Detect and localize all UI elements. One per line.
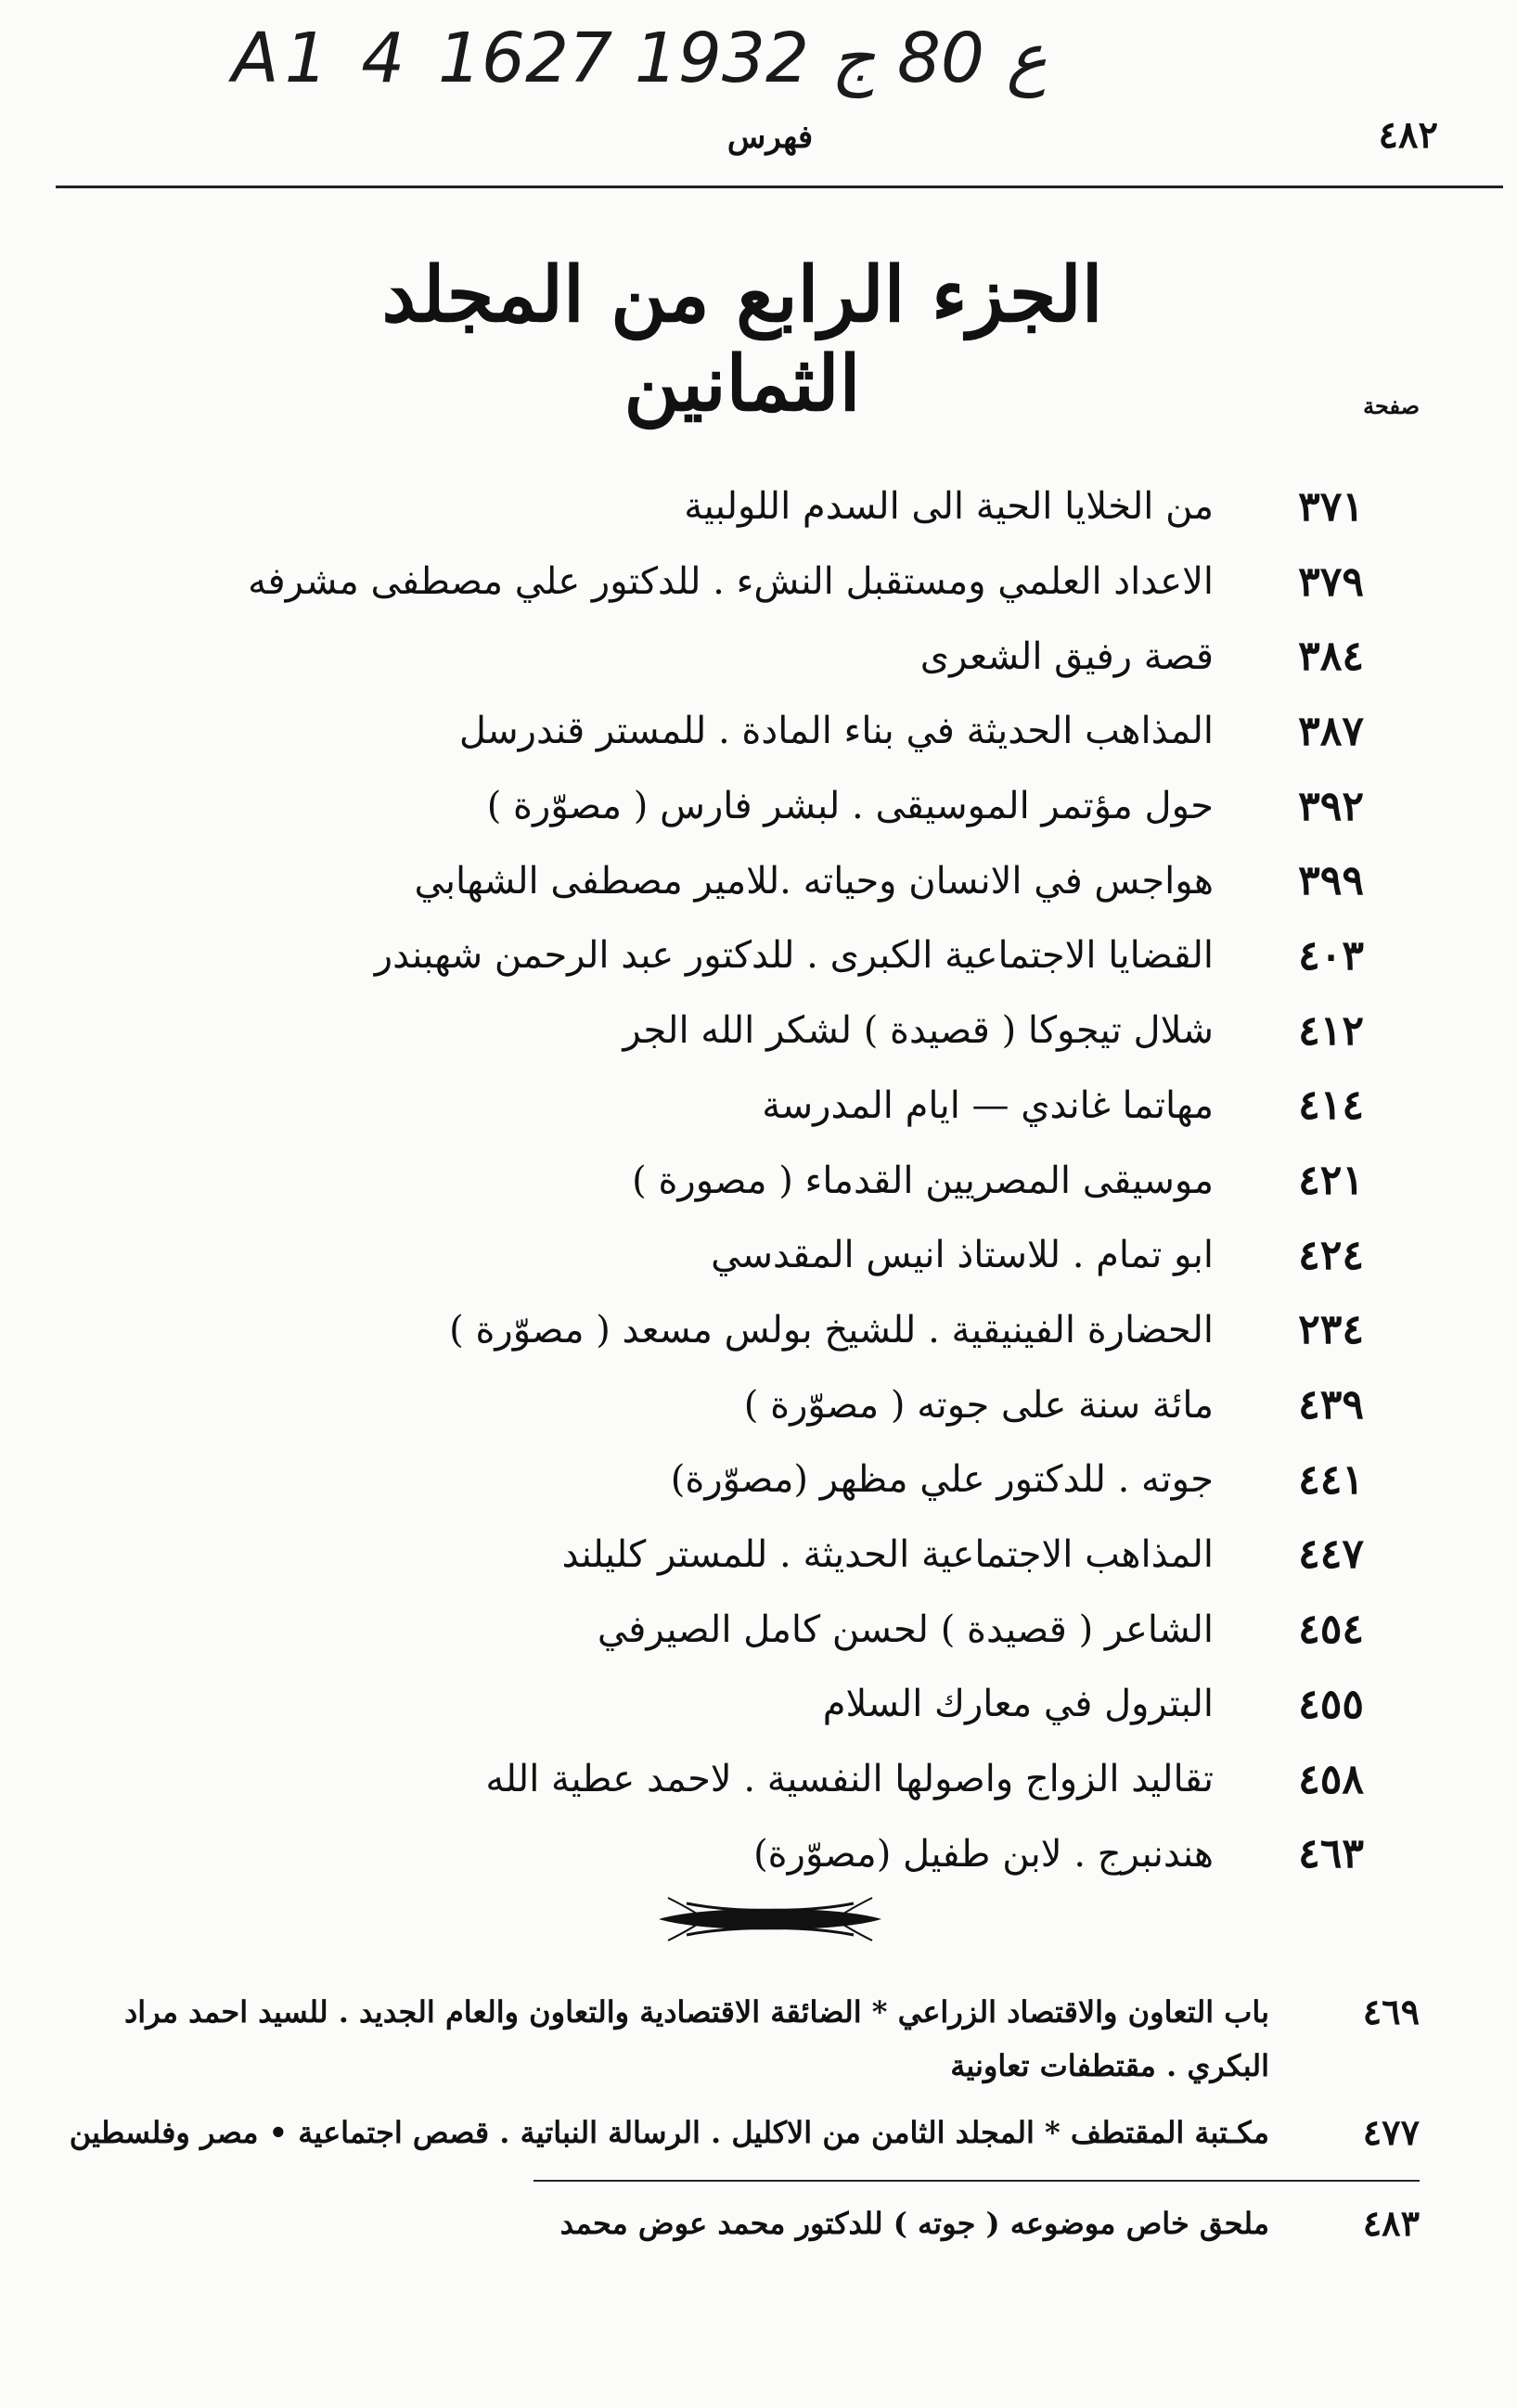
supplement-entry xyxy=(37,2106,1420,2159)
toc-entry xyxy=(278,918,1364,993)
page-title: الجزء الرابع من المجلد الثمانين xyxy=(381,250,1103,429)
toc-title: مائة سنة على جوته ( مصوّرة ) xyxy=(743,1383,1214,1427)
supplement-page-number: ٤٦٩ xyxy=(1362,1991,1420,2032)
toc-title: القضايا الاجتماعية الكبرى . للدكتور عبد الرحمن شهبندر xyxy=(374,934,1214,978)
page-number: ٤٨٢ xyxy=(1378,113,1438,157)
toc-title: قصة رفيق الشعرى xyxy=(919,634,1214,678)
toc-entry xyxy=(278,1367,1364,1442)
toc-page-number: ٣٩٩ xyxy=(1298,857,1364,905)
section-rule xyxy=(534,2180,1420,2182)
ornament-divider xyxy=(649,1887,891,1952)
toc-entry xyxy=(248,544,1364,620)
supplement-text: مكـتبة المقتطف * المجلد الثامن من الاكليل . الرسالة النباتية . قصص اجتماعية • مصر وفلسطين xyxy=(69,2115,1269,2150)
toc-page-number: ٤٥٨ xyxy=(1298,1755,1364,1803)
toc-title: شلال تيجوكا ( قصيدة ) لشكر الله الجر xyxy=(623,1009,1214,1053)
toc-title: المذاهب الاجتماعية الحديثة . للمستر كليلند xyxy=(561,1532,1214,1576)
toc-page-number: ٤٤٧ xyxy=(1298,1531,1364,1579)
supplement-text: ملحق خاص موضوعه ( جوته ) للدكتور محمد عوض محمد xyxy=(559,2206,1269,2241)
toc-entry xyxy=(278,1218,1364,1293)
toc-entry xyxy=(278,1816,1364,1891)
toc-page-number: ٤٤١ xyxy=(1298,1455,1364,1504)
toc-entry xyxy=(278,1293,1364,1368)
table-of-contents xyxy=(248,469,1364,1891)
toc-title: هندنبرج . لابن طفيل (مصوّرة) xyxy=(753,1832,1214,1876)
toc-page-number: ٣٧٩ xyxy=(1298,557,1364,606)
running-title: فهرس xyxy=(726,119,814,156)
supplement-entry xyxy=(37,2197,1420,2250)
toc-entry xyxy=(278,1742,1364,1817)
toc-title: المذاهب الحديثة في بناء المادة . للمستر قندرسل xyxy=(458,710,1214,753)
toc-entry xyxy=(278,1143,1364,1218)
toc-entry xyxy=(278,1069,1364,1144)
toc-title: الحضارة الفينيقية . للشيخ بولس مسعد ( مصوّرة ) xyxy=(449,1308,1214,1351)
toc-title: الاعداد العلمي ومستقبل النشء . للدكتور علي مصطفى مشرفه xyxy=(248,560,1214,604)
toc-title: تقاليد الزواج واصولها النفسية . لاحمد عطية الله xyxy=(485,1758,1214,1801)
header-rule xyxy=(56,186,1503,188)
toc-page-number: ٤٠٣ xyxy=(1298,931,1364,980)
toc-entry xyxy=(278,1442,1364,1518)
toc-entry xyxy=(278,993,1364,1069)
toc-page-number: ٤٢٤ xyxy=(1298,1231,1364,1279)
toc-entry xyxy=(278,1592,1364,1667)
toc-title: ابو تمام . للاستاذ انيس المقدسي xyxy=(711,1234,1214,1277)
toc-entry xyxy=(278,694,1364,769)
toc-entry xyxy=(278,769,1364,844)
toc-page-number: ٣٨٤ xyxy=(1298,633,1364,681)
toc-title: الشاعر ( قصيدة ) لحسن كامل الصيرفي xyxy=(597,1607,1214,1651)
toc-title: هواجس في الانسان وحياته .للامير مصطفى الشهابي xyxy=(414,859,1214,903)
toc-page-number: ٤٥٥ xyxy=(1298,1680,1364,1728)
toc-entry xyxy=(278,843,1364,918)
supplement-page-number: ٤٨٣ xyxy=(1362,2202,1420,2244)
supplement-entry xyxy=(37,1985,1420,2093)
toc-page-number: ٤٦٣ xyxy=(1298,1830,1364,1878)
toc-title: مهاتما غاندي — ايام المدرسة xyxy=(762,1083,1214,1127)
toc-page-number: ٣٩٢ xyxy=(1298,782,1364,830)
toc-entry xyxy=(278,469,1364,544)
toc-page-number: ٤١٤ xyxy=(1298,1082,1364,1130)
toc-title: البترول في معارك السلام xyxy=(822,1683,1214,1726)
toc-entry xyxy=(278,1518,1364,1593)
toc-page-number: ٤١٢ xyxy=(1298,1006,1364,1055)
toc-page-number: ٣٧١ xyxy=(1298,482,1364,531)
toc-title: حول مؤتمر الموسيقى . لبشر فارس ( مصوّرة ) xyxy=(486,785,1214,828)
toc-page-number: ٢٣٤ xyxy=(1298,1306,1364,1354)
page-column-header: صفحة xyxy=(1363,392,1420,419)
supplement-page-number: ٤٧٧ xyxy=(1362,2111,1420,2153)
toc-title: جوته . للدكتور علي مظهر (مصوّرة) xyxy=(670,1458,1214,1502)
toc-title: من الخلايا الحية الى السدم اللولبية xyxy=(684,485,1214,529)
toc-page-number: ٤٥٤ xyxy=(1298,1606,1364,1654)
toc-title: موسيقى المصريين القدماء ( مصورة ) xyxy=(632,1159,1214,1202)
supplement-text: باب التعاون والاقتصاد الزراعي * الضائقة الاقتصادية والتعاون والعام الجديد . للسيد احمد مراد البكري . مقتطفات تعاونية xyxy=(124,1994,1269,2083)
toc-page-number: ٣٨٧ xyxy=(1298,707,1364,755)
toc-entry xyxy=(278,619,1364,694)
handwritten-catalog-note: A1 4 ع 80 ج 1932 1627 xyxy=(232,19,1048,98)
toc-page-number: ٤٣٩ xyxy=(1298,1381,1364,1429)
toc-page-number: ٤٢١ xyxy=(1298,1157,1364,1205)
toc-entry xyxy=(278,1667,1364,1742)
